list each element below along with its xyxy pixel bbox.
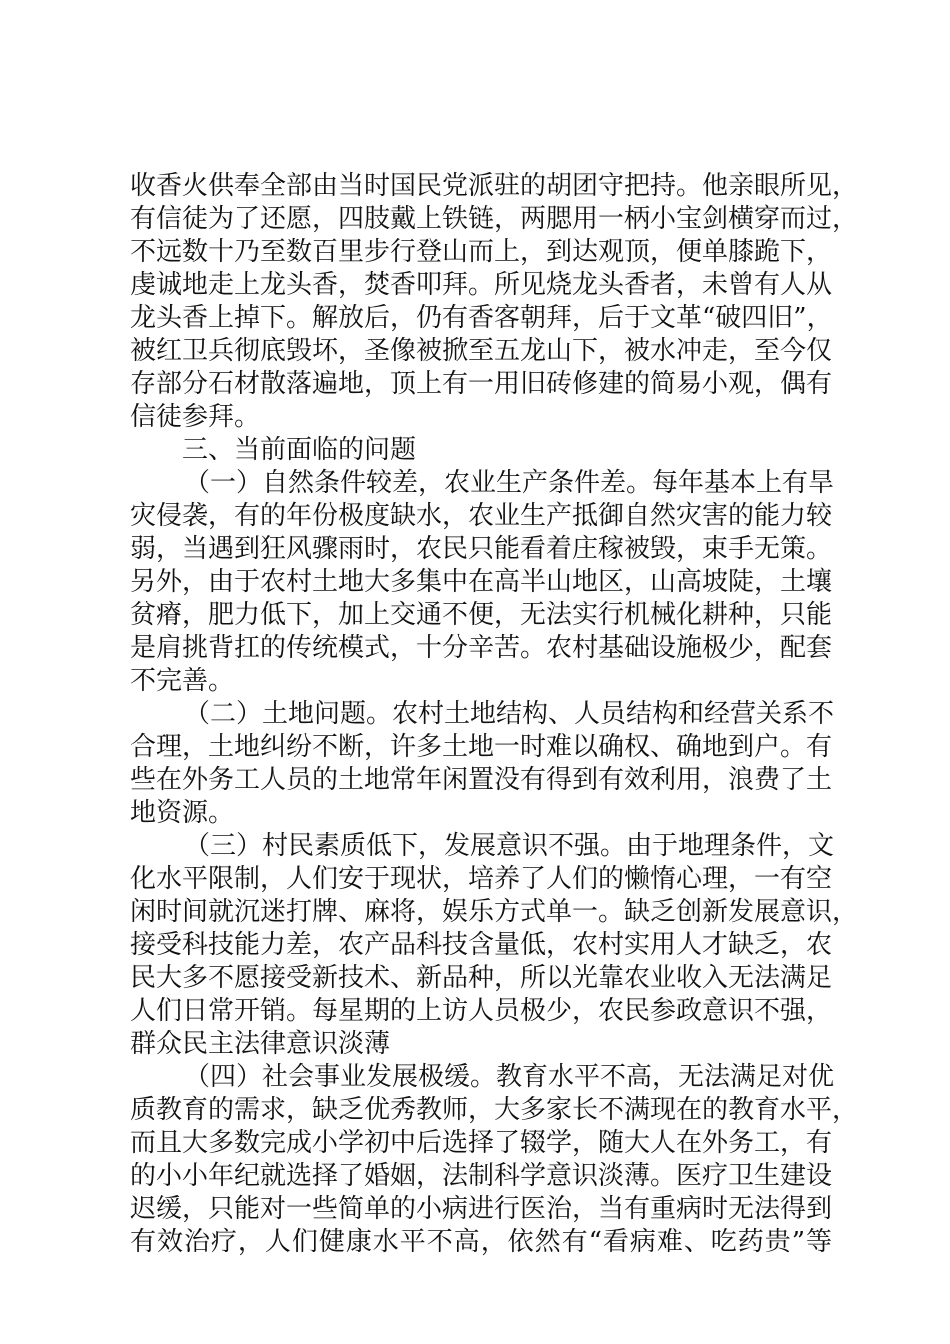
text-line: 不完善。 [130,666,235,696]
text-line: 质教育的需求，缺乏优秀教师，大多家长不满现在的教育水平， [130,1095,859,1125]
text-line: 群众民主法律意识淡薄 [130,1029,391,1059]
paragraph-first-line: （三）村民素质低下，发展意识不强。由于地理条件，文 [184,831,835,861]
text-line: 存部分石材散落遍地，顶上有一用旧砖修建的简易小观，偶有 [130,369,833,399]
text-line: 的小小年纪就选择了婚姻，法制科学意识淡薄。医疗卫生建设 [130,1161,833,1191]
text-line: 信徒参拜。 [130,402,261,432]
paragraph-first-line: （二）土地问题。农村土地结构、人员结构和经营关系不 [184,699,835,729]
text-line: 闲时间就沉迷打牌、麻将，娱乐方式单一。缺乏创新发展意识， [130,897,859,927]
document-body [130,170,859,1259]
text-line: 些在外务工人员的土地常年闲置没有得到有效利用，浪费了土 [130,765,833,795]
text-line: 化水平限制，人们安于现状，培养了人们的懒惰心理，一有空 [130,864,833,894]
text-line: 人们日常开销。每星期的上访人员极少，农民参政意识不强， [130,996,833,1026]
paragraph-first-line: （一）自然条件较差，农业生产条件差。每年基本上有旱 [184,468,835,498]
text-line: 民大多不愿接受新技术、新品种，所以光靠农业收入无法满足 [130,963,833,993]
text-line: 被红卫兵彻底毁坏，圣像被掀至五龙山下，被水冲走，至今仅 [130,336,833,366]
text-line: 是肩挑背扛的传统模式，十分辛苦。农村基础设施极少，配套 [130,633,833,663]
text-line: 迟缓，只能对一些简单的小病进行医治，当有重病时无法得到 [130,1194,833,1224]
paragraph-first-line: （四）社会事业发展极缓。教育水平不高，无法满足对优 [184,1062,835,1092]
text-line: 弱，当遇到狂风骤雨时，农民只能看着庄稼被毁，束手无策。 [130,534,833,564]
text-line: 龙头香上掉下。解放后，仍有香客朝拜，后于文革“破四旧”， [130,303,833,333]
text-line: 贫瘠，肥力低下，加上交通不便，无法实行机械化耕种，只能 [130,600,833,630]
text-line: 不远数十乃至数百里步行登山而上，到达观顶，便单膝跪下， [130,237,833,267]
text-line: 另外，由于农村土地大多集中在高半山地区，山高坡陡，土壤 [130,567,833,597]
text-line: 而且大多数完成小学初中后选择了辍学，随大人在外务工，有 [130,1128,833,1158]
text-line: 地资源。 [130,798,235,828]
text-line: 虔诚地走上龙头香，焚香叩拜。所见烧龙头香者，未曾有人从 [130,270,833,300]
text-line: 有信徒为了还愿，四肢戴上铁链，两腮用一柄小宝剑横穿而过， [130,204,859,234]
text-line: 收香火供奉全部由当时国民党派驻的胡团守把持。他亲眼所见， [130,171,859,201]
text-line: 合理，土地纠纷不断，许多土地一时难以确权、确地到户。有 [130,732,833,762]
text-line: 灾侵袭，有的年份极度缺水，农业生产抵御自然灾害的能力较 [130,501,833,531]
section-heading: 三、当前面临的问题 [182,435,417,465]
text-line: 接受科技能力差，农产品科技含量低，农村实用人才缺乏，农 [130,930,833,960]
text-line: 有效治疗，人们健康水平不高，依然有“看病难、吃药贵”等 [130,1227,832,1257]
